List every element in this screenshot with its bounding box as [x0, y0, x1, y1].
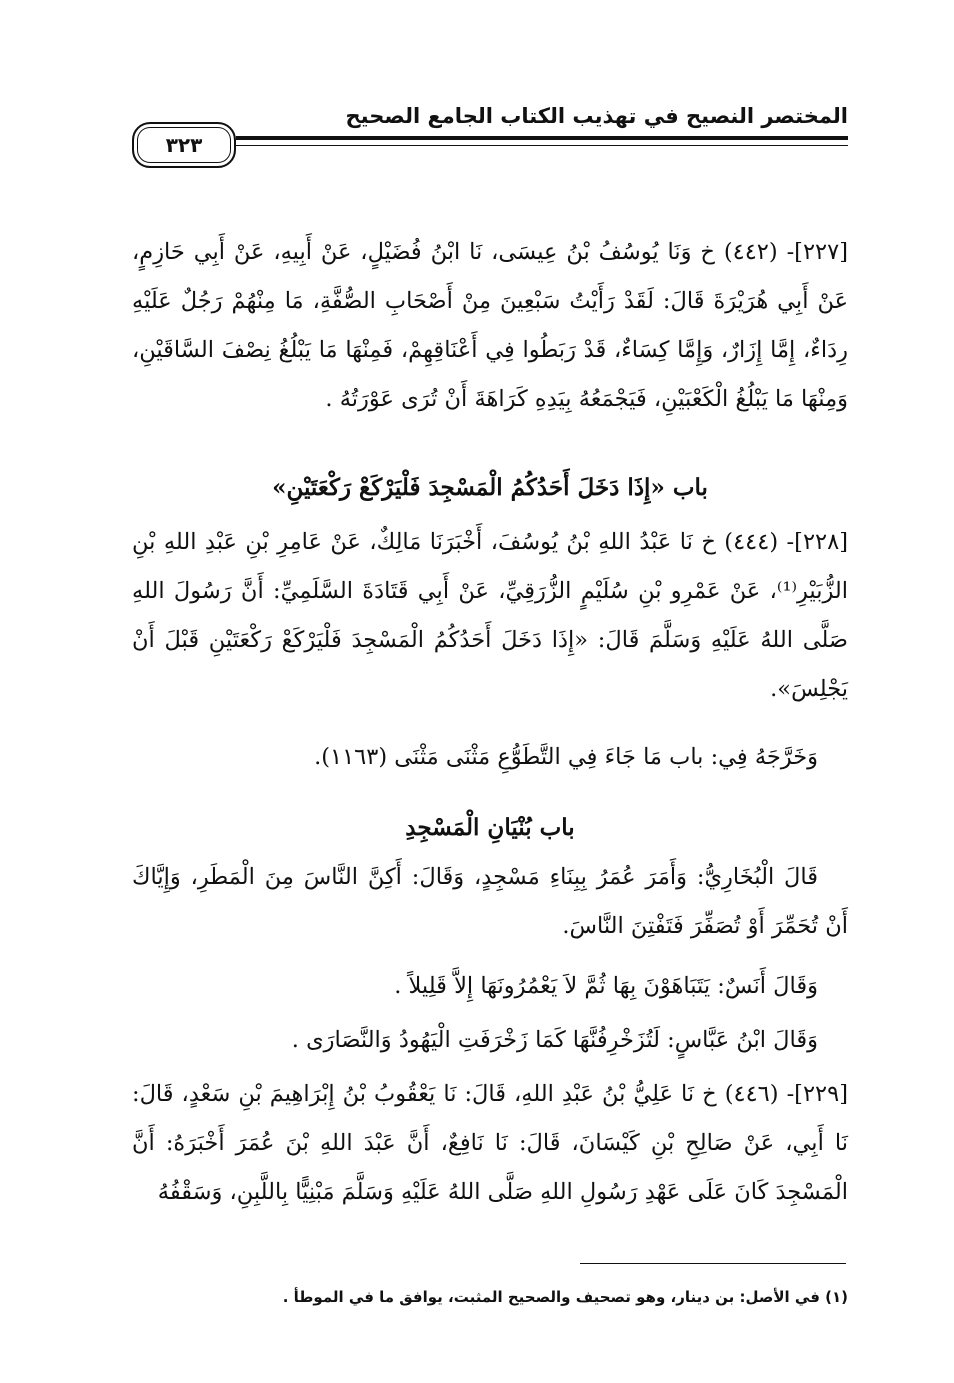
running-header-title: المختصر النصيح في تهذيب الكتاب الجامع الصحيح: [345, 104, 848, 128]
takhrij-228: وَخَرَّجَهُ فِي: باب مَا جَاءَ فِي التَّطَوُّعِ مَثْنَى مَثْنَى (١١٦٣).: [314, 744, 818, 770]
anas-commentary: وَقَالَ أَنَسٌ: يَتَبَاهَوْنَ بِهَا ثُمَّ لاَ يَعْمُرُونَهَا إِلاَّ قَلِيلاً .: [394, 973, 818, 999]
chapter-heading-two-rakahs: باب «إِذَا دَخَلَ أَحَدُكُمُ الْمَسْجِدَ فَلْيَرْكَعْ رَكْعَتَيْنِ»: [272, 474, 708, 501]
page-number: ٣٢٣: [132, 122, 236, 168]
hadith-228: [٢٢٨]- (٤٤٤) خ نَا عَبْدُ اللهِ بْنُ يُوسُفَ، أَخْبَرَنَا مَالِكٌ، عَنْ عَامِرِ بْنِ عَبْدِ اللهِ بْنِ الزُّبَيْرِ⁽¹⁾، عَنْ عَمْرِو بْنِ سُلَيْمٍ الزُّرَقِيِّ، عَنْ أَبِي قَتَادَةَ السَّلَمِيِّ: أَنَّ رَسُولَ اللهِ صَلَّى اللهُ عَلَيْهِ وَسَلَّمَ قَالَ: «إِذَا دَخَلَ أَحَدُكُمُ الْمَسْجِدَ فَلْيَرْكَعْ رَكْعَتَيْنِ قَبْلَ أَنْ يَجْلِسَ».: [132, 529, 848, 702]
footnote-separator: [580, 1263, 846, 1264]
header-rule-thick: [236, 136, 848, 140]
bukhari-commentary: قَالَ الْبُخَارِيُّ: وَأَمَرَ عُمَرُ بِبِنَاءِ مَسْجِدٍ، وَقَالَ: أَكِنَّ النَّاسَ مِنَ الْمَطَرِ، وَإِيَّاكَ أَنْ تُحَمِّرَ أَوْ تُصَفِّرَ فَتَفْتِنَ النَّاسَ.: [132, 864, 848, 939]
hadith-229: [٢٢٩]- (٤٤٦) خ نَا عَلِيُّ بْنُ عَبْدِ اللهِ، قَالَ: نَا يَعْقُوبُ بْنُ إِبْرَاهِيمَ بْنِ سَعْدٍ، قَالَ: نَا أَبِي، عَنْ صَالِحِ بْنِ كَيْسَانَ، قَالَ: نَا نَافِعٌ، أَنَّ عَبْدَ اللهِ بْنَ عُمَرَ أَخْبَرَهُ: أَنَّ الْمَسْجِدَ كَانَ عَلَى عَهْدِ رَسُولِ اللهِ صَلَّى اللهُ عَلَيْهِ وَسَلَّمَ مَبْنِيًّا بِاللَّبِنِ، وَسَقْفُهُ: [132, 1081, 849, 1205]
hadith-227: [٢٢٧]- (٤٤٢) خ وَنَا يُوسُفُ بْنُ عِيسَى، نَا ابْنُ فُضَيْلٍ، عَنْ أَبِيهِ، عَنْ أَبِي حَازِمٍ، عَنْ أَبِي هُرَيْرَةَ قَالَ: لَقَدْ رَأَيْتُ سَبْعِينَ مِنْ أَصْحَابِ الصُّفَّةِ، مَا مِنْهُمْ رَجُلٌ عَلَيْهِ رِدَاءٌ، إِمَّا إِزَارٌ، وَإِمَّا كِسَاءٌ، قَدْ رَبَطُوا فِي أَعْنَاقِهِمْ، فَمِنْهَا مَا يَبْلُغُ نِصْفَ السَّاقَيْنِ، وَمِنْهَا مَا يَبْلُغُ الْكَعْبَيْنِ، فَيَجْمَعُهُ بِيَدِهِ كَرَاهَةَ أَنْ تُرَى عَوْرَتُهُ .: [132, 239, 848, 412]
header-rule-thin: [236, 145, 848, 146]
footnote-1: (١) في الأصل: بن دينار، وهو تصحيف والصحيح المثبت، يوافق ما في الموطأ .: [282, 1288, 848, 1306]
chapter-heading-mosque-building: باب بُنْيَانِ الْمَسْجِدِ: [405, 814, 575, 841]
ibn-abbas-commentary: وَقَالَ ابْنُ عَبَّاسٍ: لَتُزَخْرِفُنَّهَا كَمَا زَخْرَفَتِ الْيَهُودُ وَالنَّصَارَى .: [291, 1027, 818, 1053]
